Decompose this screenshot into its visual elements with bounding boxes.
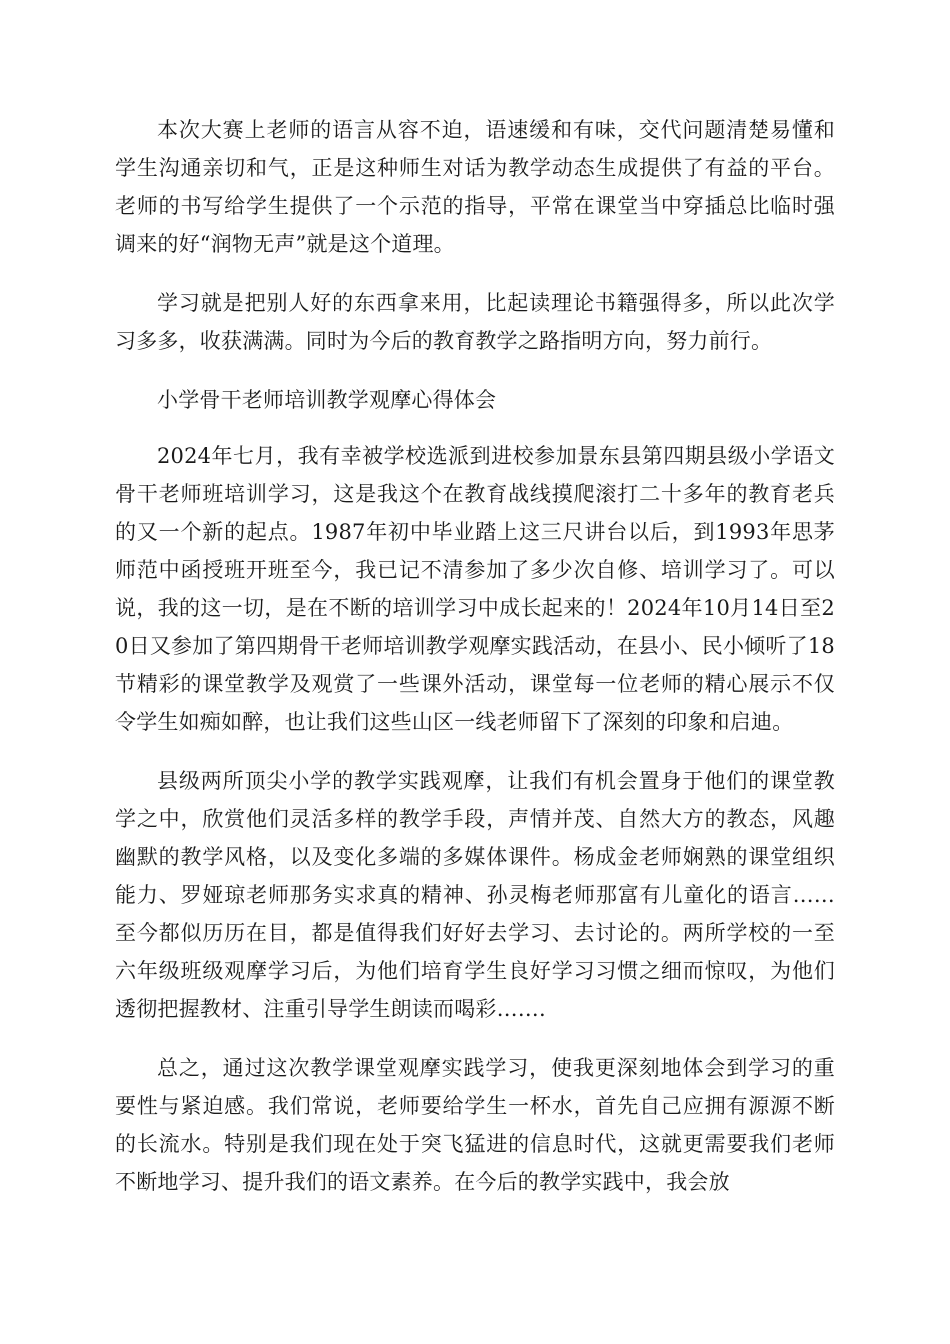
paragraph-observation: 县级两所顶尖小学的教学实践观摩，让我们有机会置身于他们的课堂教学之中，欣赏他们灵活多样的教学手段，声情并茂、自然大方的教态，风趣幽默的教学风格，以及变化多端的多媒体课件。杨成金老师娴熟的课堂组织能力、罗娅琼老师那务实求真的精神、孙灵梅老师那富有儿童化的语言……至今都似历历在目，都是值得我们好好去学习、去讨论的。两所学校的一至六年级班级观摩学习后，为他们培育学生良好学习习惯之细而惊叹，为他们透彻把握教材、注重引导学生朗读而喝彩……. (115, 769, 835, 1021)
section-title: 小学骨干老师培训教学观摩心得体会 (157, 388, 497, 412)
paragraph-learning-gains: 学习就是把别人好的东西拿来用，比起读理论书籍强得多，所以此次学习多多，收获满满。同时为今后的教育教学之路指明方向，努力前行。 (115, 291, 835, 353)
document-body (115, 111, 835, 1222)
paragraph-training-background: 2024年七月，我有幸被学校选派到进校参加景东县第四期县级小学语文骨干老师班培训学习，这是我这个在教育战线摸爬滚打二十多年的教育老兵的又一个新的起点。1987年初中毕业踏上这三尺讲台以后，到1993年思茅师范中函授班开班至今，我已记不清参加了多少次自修、培训学习了。可以说，我的这一切，是在不断的培训学习中成长起来的！2024年10月14日至20日又参加了第四期骨干老师培训教学观摩实践活动，在县小、民小倾听了18节精彩的课堂教学及观赏了一些课外活动，课堂每一位老师的精心展示不仅令学生如痴如醉，也让我们这些山区一线老师留下了深刻的印象和启迪。 (115, 444, 835, 734)
paragraph-speech-style: 本次大赛上老师的语言从容不迫，语速缓和有味，交代问题清楚易懂和学生沟通亲切和气，正是这种师生对话为教学动态生成提供了有益的平台。老师的书写给学生提供了一个示范的指导，平常在课堂当中穿插总比临时强调来的好“润物无声”就是这个道理。 (115, 118, 835, 256)
paragraph-conclusion: 总之，通过这次教学课堂观摩实践学习，使我更深刻地体会到学习的重要性与紧迫感。我们常说，老师要给学生一杯水，首先自己应拥有源源不断的长流水。特别是我们现在处于突飞猛进的信息时代，这就更需要我们老师不断地学习、提升我们的语文素养。在今后的教学实践中，我会放 (115, 1056, 835, 1194)
